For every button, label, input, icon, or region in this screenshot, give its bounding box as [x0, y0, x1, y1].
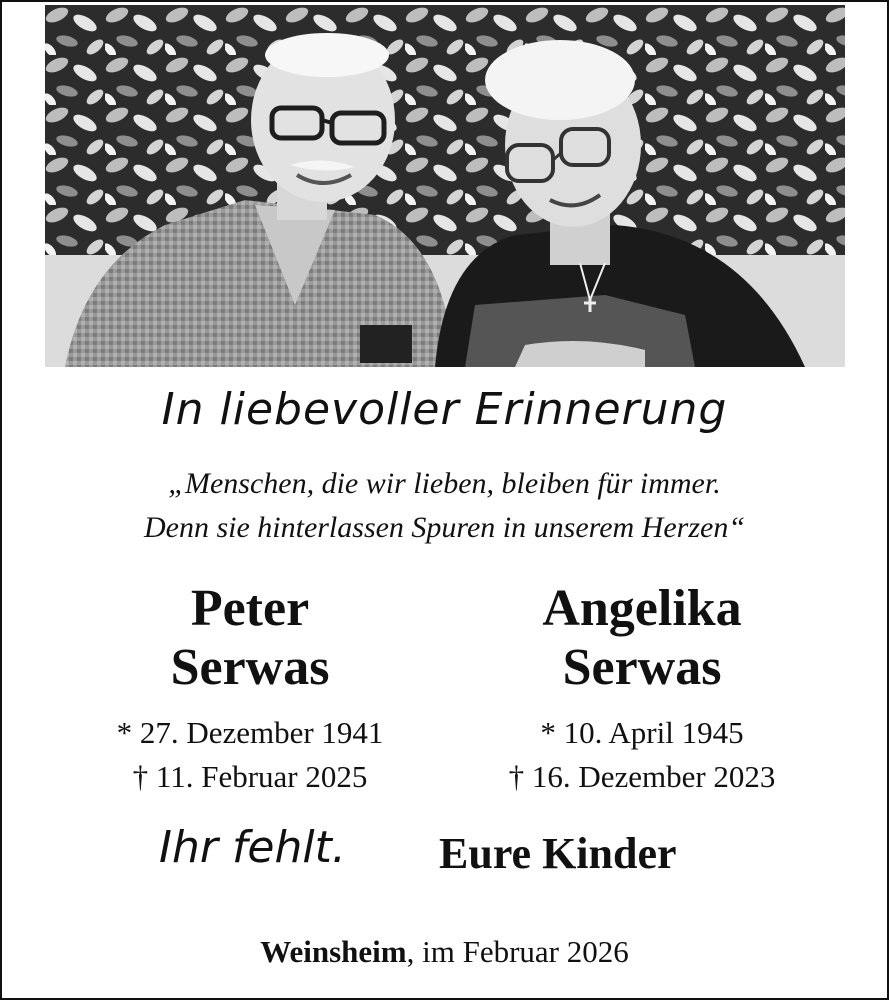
death-date: † 16. Dezember 2023	[508, 759, 776, 794]
person-first-name: Angelika	[542, 580, 742, 637]
couple-photo	[45, 5, 845, 367]
birth-date: * 27. Dezember 1941	[116, 715, 384, 750]
person-peter	[50, 579, 450, 799]
person-first-name: Peter	[190, 580, 310, 637]
memorial-quote	[2, 462, 887, 550]
quote-line-1: „Menschen, die wir lieben, bleiben für immer.	[168, 467, 721, 500]
place-date: , im Februar 2026	[406, 934, 629, 969]
quote-line-2: Denn sie hinterlassen Spuren in unserem Herzen“	[143, 511, 746, 544]
person-last-name: Serwas	[562, 639, 722, 696]
closing-message: Ihr fehlt.	[159, 822, 346, 873]
person-dates	[50, 711, 450, 799]
death-date: † 11. Februar 2025	[132, 759, 368, 794]
closing-line	[2, 822, 887, 892]
person-dates	[442, 711, 842, 799]
place-and-date	[2, 934, 887, 970]
place-town: Weinsheim	[260, 934, 407, 969]
memorial-heading: In liebevoller Erinnerung	[161, 384, 728, 435]
closing-family: Eure Kinder	[439, 829, 677, 878]
couple-photo-image	[45, 5, 845, 367]
birth-date: * 10. April 1945	[540, 715, 744, 750]
person-last-name: Serwas	[170, 639, 330, 696]
person-angelika	[442, 579, 842, 799]
